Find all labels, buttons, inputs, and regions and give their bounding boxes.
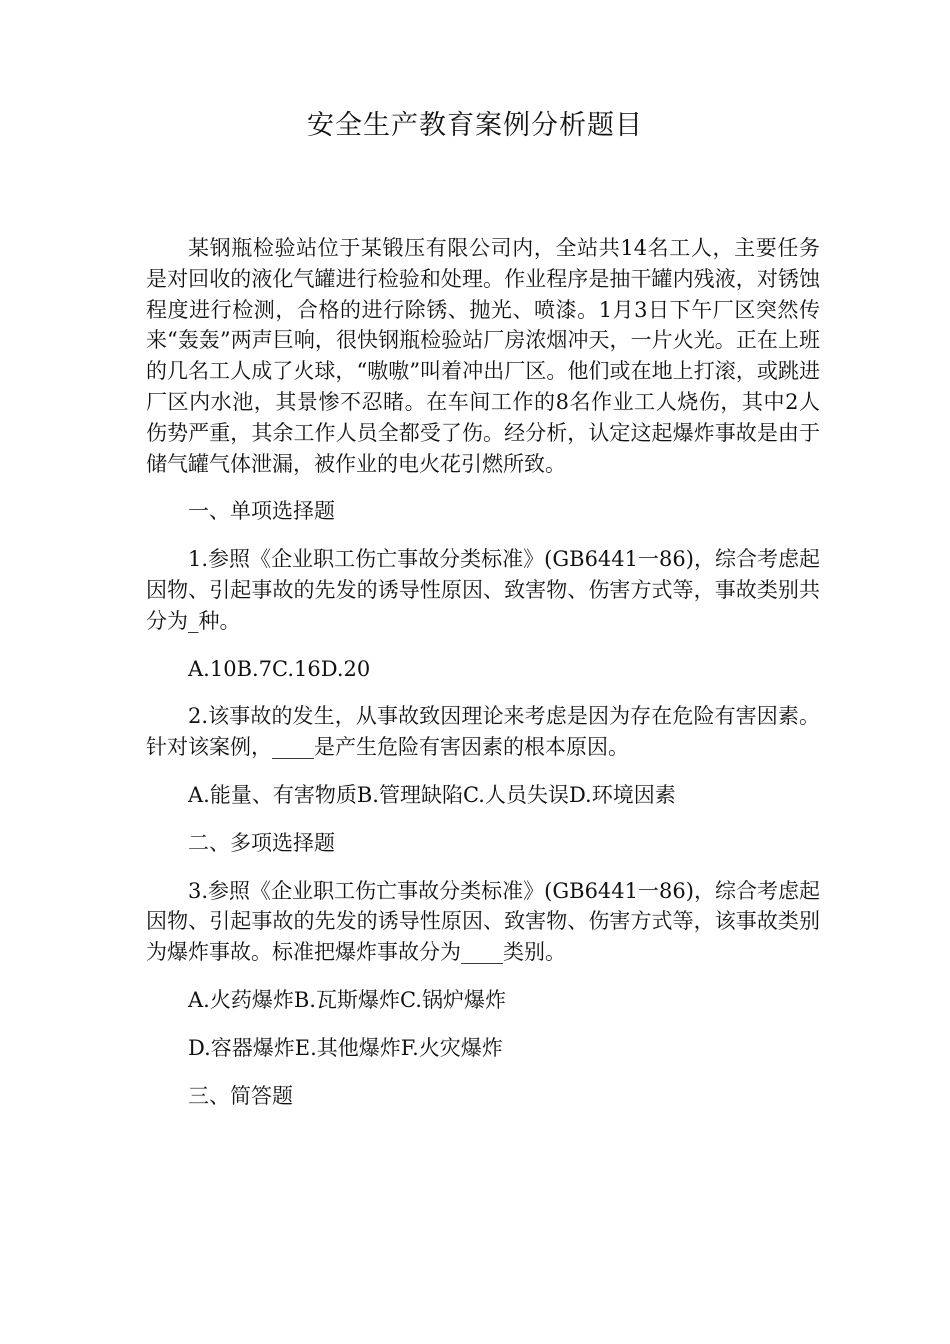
section-heading-single-choice: 一、单项选择题 <box>188 499 335 524</box>
document-body <box>146 233 820 1111</box>
question-3-options-line-1: A.火药爆炸B.瓦斯爆炸C.锅炉爆炸 <box>188 987 506 1012</box>
question-3-options-line-2: D.容器爆炸E.其他爆炸F.火灾爆炸 <box>188 1035 503 1060</box>
question-2: 2.该事故的发生，从事故致因理论来考虑是因为存在危险有害因素。针对该案例，____是产生危险有害因素的根本原因。 <box>146 704 820 760</box>
section-heading-multiple-choice: 二、多项选择题 <box>188 830 335 855</box>
document-title: 安全生产教育案例分析题目 <box>307 110 643 141</box>
question-1-options: A.10B.7C.16D.20 <box>188 656 371 681</box>
case-description: 某钢瓶检验站位于某锻压有限公司内，全站共14名工人，主要任务是对回收的液化气罐进行检验和处理。作业程序是抽干罐内残液，对锈蚀程度进行检测，合格的进行除锈、抛光、喷漆。1月3日下午厂区突然传来“轰轰”两声巨响，很快钢瓶检验站厂房浓烟冲天，一片火光。正在上班的几名工人成了火球，“嗷嗷”叫着冲出厂区。他们或在地上打滚，或跳进厂区内水池，其景惨不忍睹。在车间工作的8名作业工人烧伤，其中2人伤势严重，其余工作人员全都受了伤。经分析，认定这起爆炸事故是由于储气罐气体泄漏，被作业的电火花引燃所致。 <box>146 236 820 476</box>
question-2-options: A.能量、有害物质B.管理缺陷C.人员失误D.环境因素 <box>188 782 676 807</box>
section-heading-short-answer: 三、简答题 <box>188 1083 293 1108</box>
question-1: 1.参照《企业职工伤亡事故分类标准》(GB6441一86)，综合考虑起因物、引起事故的先发的诱导性原因、致害物、伤害方式等，事故类别共分为_种。 <box>146 547 820 633</box>
question-3: 3.参照《企业职工伤亡事故分类标准》(GB6441一86)，综合考虑起因物、引起事故的先发的诱导性原因、致害物、伤害方式等，该事故类别为爆炸事故。标准把爆炸事故分为____类别。 <box>146 878 820 965</box>
